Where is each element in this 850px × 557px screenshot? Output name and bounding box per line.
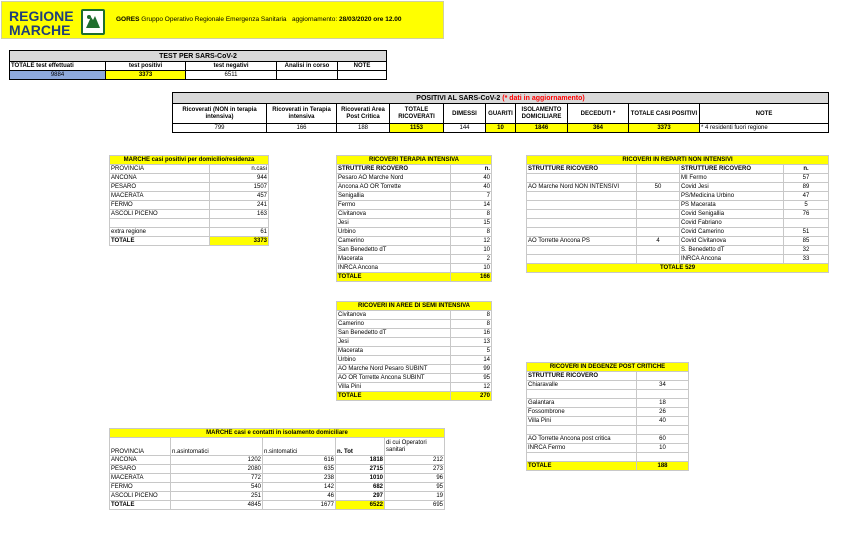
header-banner: [1, 1, 444, 39]
residence-name: FERMO: [110, 201, 210, 210]
non-intensive-right-name: INRCA Ancona: [680, 255, 784, 264]
table-row: [527, 237, 829, 246]
semi-intensive-value: 99: [451, 365, 492, 374]
table-row: [527, 192, 829, 201]
isolation-total: 682: [336, 483, 385, 492]
table-row: [527, 210, 829, 219]
intensive-value: 2: [451, 255, 492, 264]
table-row: [527, 444, 689, 453]
isolation-total-operators: 695: [385, 501, 445, 510]
residence-value: 1507: [210, 183, 269, 192]
isolation-province: PESARO: [110, 465, 171, 474]
isolation-operators: 212: [385, 456, 445, 465]
isolation-total: 297: [336, 492, 385, 501]
intensive-name: Fermo: [337, 201, 451, 210]
table-row: [527, 435, 689, 444]
positives-table: [172, 92, 829, 133]
isolation-asymptomatic: 2080: [171, 465, 263, 474]
post-critical-name: Chiaravalle: [527, 381, 637, 390]
table-row: [527, 417, 689, 426]
intensive-col-n: n.: [451, 165, 492, 174]
non-intensive-left-name: [527, 246, 637, 255]
semi-intensive-name: Camerino: [337, 320, 451, 329]
table-row: [110, 465, 445, 474]
intensive-total-label: TOTALE: [337, 273, 451, 282]
non-intensive-left-value: [637, 219, 680, 228]
table-row: [110, 210, 269, 219]
semi-intensive-name: Civitanova: [337, 311, 451, 320]
isolation-symptomatic: 238: [263, 474, 336, 483]
residence-value: 457: [210, 192, 269, 201]
intensive-value: 15: [451, 219, 492, 228]
intensive-value: 10: [451, 264, 492, 273]
table-row: [337, 356, 492, 365]
non-intensive-col-n: n.: [784, 165, 829, 174]
positives-header-deceased: DECEDUTI *: [568, 104, 629, 124]
positives-value-intensive: 166: [267, 124, 337, 133]
isolation-header-province: PROVINCIA: [110, 438, 171, 456]
non-intensive-right-value: 76: [784, 210, 829, 219]
table-row: [527, 246, 829, 255]
test-header-total: TOTALE test effettuati: [10, 62, 106, 71]
semi-intensive-name: Villa Pini: [337, 383, 451, 392]
isolation-province: ANCONA: [110, 456, 171, 465]
semi-intensive-value: 5: [451, 347, 492, 356]
residence-title: MARCHE casi positivi per domicilio/residenza: [110, 156, 269, 165]
non-intensive-left-name: [527, 192, 637, 201]
intensive-total-value: 166: [451, 273, 492, 282]
table-row: [527, 426, 689, 435]
positives-header-hospitalized: Ricoverati (NON in terapia intensiva): [173, 104, 267, 124]
semi-intensive-value: 12: [451, 383, 492, 392]
non-intensive-title: RICOVERI IN REPARTI NON INTENSIVI: [527, 156, 829, 165]
post-critical-title: RICOVERI IN DEGENZE POST CRITICHE: [527, 363, 689, 372]
non-intensive-col-empty: [637, 165, 680, 174]
intensive-value: 8: [451, 228, 492, 237]
non-intensive-left-value: [637, 255, 680, 264]
semi-intensive-value: 14: [451, 356, 492, 365]
positives-value-hospitalized: 799: [173, 124, 267, 133]
post-critical-name: Villa Pini: [527, 417, 637, 426]
positives-header-note: NOTE: [700, 104, 829, 124]
semi-intensive-value: 16: [451, 329, 492, 338]
table-row: [337, 174, 492, 183]
post-critical-name: [527, 390, 637, 399]
table-row: [337, 201, 492, 210]
regione-marche-emblem-icon: [81, 9, 105, 35]
residence-name: ANCONA: [110, 174, 210, 183]
table-row: [110, 483, 445, 492]
intensive-value: 12: [451, 237, 492, 246]
non-intensive-right-value: 33: [784, 255, 829, 264]
positives-value-discharged: 144: [444, 124, 486, 133]
intensive-value: 10: [451, 246, 492, 255]
non-intensive-left-name: AO Marche Nord NON INTENSIVI: [527, 183, 637, 192]
post-critical-name: Fossombrone: [527, 408, 637, 417]
residence-name: extra regione: [110, 228, 210, 237]
non-intensive-right-name: Covid Fabriano: [680, 219, 784, 228]
table-row: [337, 210, 492, 219]
post-critical-total-value: 188: [637, 462, 689, 471]
residence-value: [210, 219, 269, 228]
org-full-name: Gruppo Operativo Regionale Emergenza Sanitaria: [141, 16, 287, 23]
positives-value-total-positive: 3373: [629, 124, 700, 133]
isolation-total: 1010: [336, 474, 385, 483]
positives-header-post-critical: Ricoverati Area Post Critica: [337, 104, 390, 124]
org-name: GORES: [116, 16, 140, 23]
non-intensive-right-name: PS Macerata: [680, 201, 784, 210]
post-critical-value: [637, 390, 689, 399]
table-row: [527, 381, 689, 390]
non-intensive-left-name: [527, 219, 637, 228]
intensive-name: Senigallia: [337, 192, 451, 201]
non-intensive-left-value: 4: [637, 237, 680, 246]
isolation-asymptomatic: 1202: [171, 456, 263, 465]
non-intensive-left-value: [637, 228, 680, 237]
positives-header-recovered: GUARITI: [486, 104, 516, 124]
semi-intensive-total-label: TOTALE: [337, 392, 451, 401]
residence-total-label: TOTALE: [110, 237, 210, 246]
post-critical-total-label: TOTALE: [527, 462, 637, 471]
post-critical-name: AO Torrette Ancona post critica: [527, 435, 637, 444]
non-intensive-left-name: AO Torrette Ancona PS: [527, 237, 637, 246]
non-intensive-left-name: [527, 255, 637, 264]
non-intensive-right-value: 51: [784, 228, 829, 237]
semi-intensive-value: 8: [451, 320, 492, 329]
intensive-name: Pesaro AO Marche Nord: [337, 174, 451, 183]
post-critical-value: [637, 426, 689, 435]
intensive-name: Ancona AO OR Torrette: [337, 183, 451, 192]
isolation-total: 2715: [336, 465, 385, 474]
intensive-name: Urbino: [337, 228, 451, 237]
positives-table-title: [173, 93, 829, 104]
non-intensive-total: TOTALE 529: [527, 264, 829, 273]
post-critical-value: 18: [637, 399, 689, 408]
post-critical-col-empty: [637, 372, 689, 381]
non-intensive-left-value: [637, 210, 680, 219]
intensive-col-structure: STRUTTURE RICOVERO: [337, 165, 451, 174]
isolation-total-label: TOTALE: [110, 501, 171, 510]
non-intensive-left-name: [527, 210, 637, 219]
table-row: [337, 383, 492, 392]
semi-intensive-name: Urbino: [337, 356, 451, 365]
table-row: [527, 183, 829, 192]
table-row: [337, 183, 492, 192]
residence-total-value: 3373: [210, 237, 269, 246]
table-row: [337, 338, 492, 347]
table-row: [337, 228, 492, 237]
residence-name: PESARO: [110, 183, 210, 192]
post-critical-value: [637, 453, 689, 462]
isolation-symptomatic: 46: [263, 492, 336, 501]
intensive-name: INRCA Ancona: [337, 264, 451, 273]
intensive-value: 8: [451, 210, 492, 219]
isolation-header-asymptomatic: n.asintomatici: [171, 438, 263, 456]
isolation-operators: 19: [385, 492, 445, 501]
intensive-name: San Benedetto dT: [337, 246, 451, 255]
positives-header-discharged: DIMESSI: [444, 104, 486, 124]
isolation-title: MARCHE casi e contatti in isolamento domiciliare: [110, 429, 445, 438]
table-row: [337, 264, 492, 273]
semi-intensive-name: AO OR Torrette Ancona SUBINT: [337, 374, 451, 383]
table-row: [527, 228, 829, 237]
non-intensive-col-structure-right: STRUTTURE RICOVERO: [680, 165, 784, 174]
table-row: [110, 474, 445, 483]
residence-name: MACERATA: [110, 192, 210, 201]
isolation-asymptomatic: 251: [171, 492, 263, 501]
test-value-total: 9884: [10, 71, 106, 80]
isolation-symptomatic: 142: [263, 483, 336, 492]
post-critical-table: [526, 362, 689, 471]
non-intensive-right-name: PS/Medicina Urbino: [680, 192, 784, 201]
residence-name: ASCOLI PICENO: [110, 210, 210, 219]
post-critical-value: 26: [637, 408, 689, 417]
test-header-note: NOTE: [338, 62, 387, 71]
gores-update-line: [116, 16, 402, 23]
test-table-title: TEST PER SARS-CoV-2: [10, 51, 387, 62]
post-critical-name: [527, 453, 637, 462]
table-row: [527, 255, 829, 264]
semi-intensive-name: Macerata: [337, 347, 451, 356]
regione-marche-logo: [9, 9, 74, 37]
residence-name: [110, 219, 210, 228]
positives-value-total-hospitalized: 1153: [390, 124, 444, 133]
table-row: [337, 365, 492, 374]
residence-value: 944: [210, 174, 269, 183]
intensive-value: 14: [451, 201, 492, 210]
logo-line2: MARCHE: [9, 22, 71, 38]
isolation-header-symptomatic: n.sintomatici: [263, 438, 336, 456]
post-critical-value: 34: [637, 381, 689, 390]
semi-intensive-table: [336, 301, 492, 401]
positives-value-note: * 4 residenti fuori regione: [700, 124, 829, 133]
positives-header-total-positive: TOTALE CASI POSITIVI: [629, 104, 700, 124]
test-header-negative: test negativi: [186, 62, 277, 71]
table-row: [337, 347, 492, 356]
non-intensive-left-value: [637, 201, 680, 210]
residence-value: 163: [210, 210, 269, 219]
residence-value: 61: [210, 228, 269, 237]
table-row: [110, 228, 269, 237]
test-header-pending: Analisi in corso: [277, 62, 338, 71]
intensive-value: 40: [451, 174, 492, 183]
table-row: [527, 453, 689, 462]
positives-title-note: (* dati in aggiornamento): [502, 94, 585, 102]
positives-value-deceased: 364: [568, 124, 629, 133]
non-intensive-right-value: 57: [784, 174, 829, 183]
post-critical-col-structure: STRUTTURE RICOVERO: [527, 372, 637, 381]
non-intensive-right-value: 5: [784, 201, 829, 210]
non-intensive-right-value: 32: [784, 246, 829, 255]
isolation-asymptomatic: 772: [171, 474, 263, 483]
intensive-name: Civitanova: [337, 210, 451, 219]
table-row: [527, 174, 829, 183]
non-intensive-table: [526, 155, 829, 273]
table-row: [110, 174, 269, 183]
non-intensive-left-value: [637, 192, 680, 201]
table-row: [337, 237, 492, 246]
table-row: [527, 399, 689, 408]
non-intensive-left-value: [637, 174, 680, 183]
logo-line1: REGIONE: [9, 8, 74, 24]
intensive-name: Jesi: [337, 219, 451, 228]
table-row: [337, 320, 492, 329]
positives-header-isolation: ISOLAMENTO DOMICILIARE: [516, 104, 568, 124]
isolation-header-operators: di cui Operatori sanitari: [385, 438, 445, 456]
non-intensive-right-name: S. Benedetto dT: [680, 246, 784, 255]
non-intensive-right-value: 47: [784, 192, 829, 201]
semi-intensive-total-value: 270: [451, 392, 492, 401]
test-value-negative: 6511: [186, 71, 277, 80]
post-critical-value: 10: [637, 444, 689, 453]
update-label: aggiornamento:: [291, 16, 338, 23]
non-intensive-left-value: 50: [637, 183, 680, 192]
positives-value-recovered: 10: [486, 124, 516, 133]
semi-intensive-value: 95: [451, 374, 492, 383]
table-row: [110, 192, 269, 201]
table-row: [110, 183, 269, 192]
table-row: [527, 219, 829, 228]
non-intensive-right-name: Covid Senigallia: [680, 210, 784, 219]
intensive-value: 7: [451, 192, 492, 201]
positives-value-post-critical: 188: [337, 124, 390, 133]
non-intensive-right-value: 89: [784, 183, 829, 192]
positives-title: POSITIVI AL SARS-CoV-2: [416, 94, 501, 102]
test-table: [9, 50, 387, 80]
isolation-total-asymptomatic: 4845: [171, 501, 263, 510]
table-row: [110, 456, 445, 465]
table-row: [337, 192, 492, 201]
isolation-operators: 273: [385, 465, 445, 474]
isolation-symptomatic: 616: [263, 456, 336, 465]
residence-col-cases: n.casi: [210, 165, 269, 174]
isolation-province: FERMO: [110, 483, 171, 492]
intensive-name: Macerata: [337, 255, 451, 264]
semi-intensive-name: AO Marche Nord Pesaro SUBINT: [337, 365, 451, 374]
semi-intensive-title: RICOVERI IN AREE DI SEMI INTENSIVA: [337, 302, 492, 311]
isolation-table: [109, 428, 445, 510]
isolation-province: MACERATA: [110, 474, 171, 483]
isolation-operators: 96: [385, 474, 445, 483]
isolation-symptomatic: 635: [263, 465, 336, 474]
intensive-care-table: [336, 155, 492, 282]
non-intensive-left-name: [527, 174, 637, 183]
non-intensive-left-name: [527, 228, 637, 237]
update-timestamp: 28/03/2020 ore 12.00: [338, 16, 402, 23]
isolation-province: ASCOLI PICENO: [110, 492, 171, 501]
test-value-pending: [277, 71, 338, 80]
non-intensive-right-name: MI Fermo: [680, 174, 784, 183]
post-critical-name: [527, 426, 637, 435]
table-row: [337, 246, 492, 255]
table-row: [527, 408, 689, 417]
residence-table: [109, 155, 269, 246]
positives-header-total-hospitalized: TOTALE RICOVERATI: [390, 104, 444, 124]
post-critical-name: INRCA Fermo: [527, 444, 637, 453]
post-critical-value: 60: [637, 435, 689, 444]
non-intensive-right-value: 85: [784, 237, 829, 246]
non-intensive-left-value: [637, 246, 680, 255]
post-critical-name: Galantara: [527, 399, 637, 408]
non-intensive-left-name: [527, 201, 637, 210]
residence-col-province: PROVINCIA: [110, 165, 210, 174]
non-intensive-right-name: Covid Camerino: [680, 228, 784, 237]
test-value-note: [338, 71, 387, 80]
semi-intensive-name: San Benedetto dT: [337, 329, 451, 338]
intensive-title: RICOVERI TERAPIA INTENSIVA: [337, 156, 492, 165]
positives-header-intensive: Ricoverati in Terapia intensiva: [267, 104, 337, 124]
isolation-total: 1818: [336, 456, 385, 465]
isolation-asymptomatic: 540: [171, 483, 263, 492]
isolation-header-total: n. Tot: [336, 438, 385, 456]
table-row: [110, 219, 269, 228]
residence-value: 241: [210, 201, 269, 210]
intensive-name: Camerino: [337, 237, 451, 246]
semi-intensive-name: Jesi: [337, 338, 451, 347]
non-intensive-right-name: Covid Civitanova: [680, 237, 784, 246]
table-row: [110, 492, 445, 501]
non-intensive-right-name: Covid Jesi: [680, 183, 784, 192]
table-row: [337, 311, 492, 320]
table-row: [337, 374, 492, 383]
post-critical-value: 40: [637, 417, 689, 426]
table-row: [337, 255, 492, 264]
isolation-operators: 95: [385, 483, 445, 492]
isolation-total-symptomatic: 1677: [263, 501, 336, 510]
table-row: [337, 219, 492, 228]
semi-intensive-value: 8: [451, 311, 492, 320]
test-value-positive: 3373: [106, 71, 186, 80]
table-row: [110, 201, 269, 210]
positives-value-isolation: 1846: [516, 124, 568, 133]
non-intensive-col-structure-left: STRUTTURE RICOVERO: [527, 165, 637, 174]
intensive-value: 40: [451, 183, 492, 192]
table-row: [527, 390, 689, 399]
non-intensive-right-value: [784, 219, 829, 228]
semi-intensive-value: 13: [451, 338, 492, 347]
table-row: [337, 329, 492, 338]
test-header-positive: test positivi: [106, 62, 186, 71]
table-row: [527, 201, 829, 210]
isolation-total-total: 6522: [336, 501, 385, 510]
